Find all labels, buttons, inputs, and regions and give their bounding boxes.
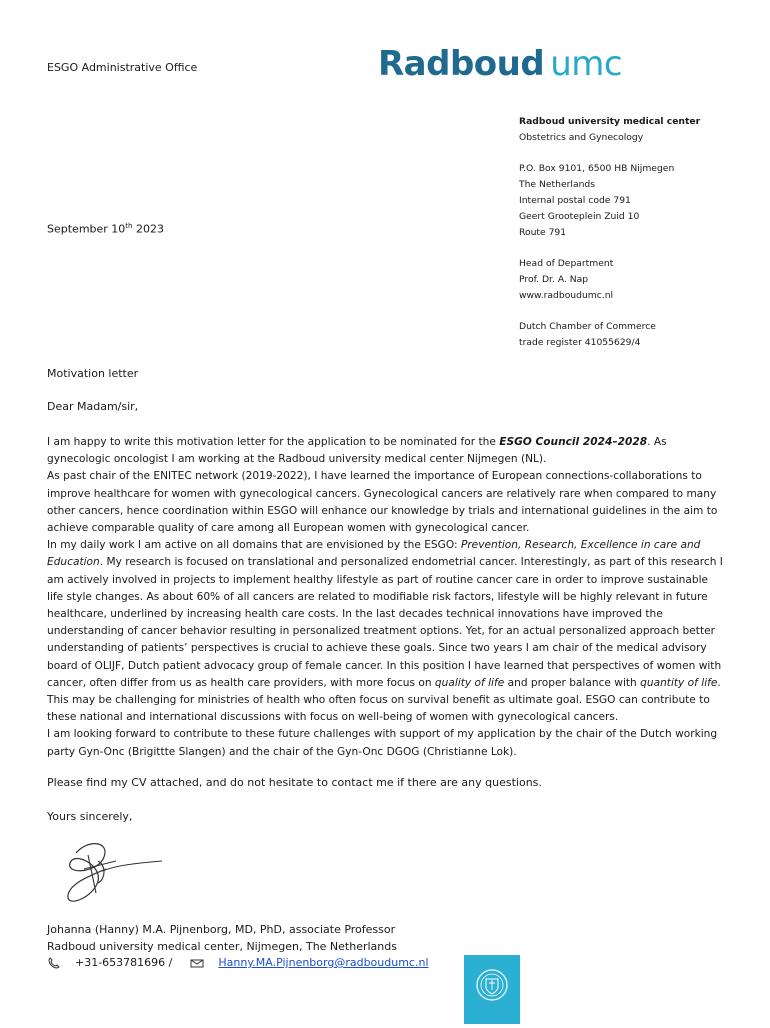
paragraph: I am happy to write this motivation letter for the application to be nominated for the ESGO Council 2024–2028. As gynecologic oncologist I am working at the Radboud university medical center Nijmegen (NL). — [47, 436, 667, 466]
salutation: Dear Madam/sir, — [47, 400, 139, 413]
org-department: Obstetrics and Gynecology — [519, 131, 644, 143]
phone-number: +31-653781696 / — [75, 956, 173, 969]
logo-radboud: Radboud — [378, 44, 545, 84]
subject-line: Motivation letter — [47, 367, 139, 380]
paragraph: I am looking forward to contribute to these future challenges with support of my application by the chair of the Dutch working party Gyn-Onc (Brigittte Slangen) and the chair of the Gyn-Onc DGOG (Christianne Lok). — [47, 728, 718, 758]
head-title: Head of Department — [519, 258, 614, 270]
address-line: P.O. Box 9101, 6500 HB Nijmegen — [519, 163, 675, 175]
letter-body — [47, 434, 727, 761]
contact-line — [47, 956, 429, 969]
paragraph: In my daily work I am active on all domains that are envisioned by the ESGO: Prevention, Research, Excellence in care and Education. My research is focused on translational and personalized endometrial cancer. Interestingly, as part of this research I am actively involved in projects to implement healthy lifestyle as part of routine cancer care in order to improve sustainable life style changes. As about 60% of all cancers are related to modifiable risk factors, lifestyle will be highly relevant in future healthcare, underlined by increasing health care costs. In the last decades technical innovations have improved the understanding of cancer behavior resulting in personalized treatment options. Yet, for an actual personalized approach better understanding of patients’ perspectives is crucial to achieve these goals. Since two years I am chair of the medical advisory board of OLIJF, Dutch patient advocacy group of female cancer. In this position I have learned that perspectives of women with cancer, often differ from us as health care providers, with more focus on quality of life and proper balance with quantity of life. This may be challenging for ministries of health who often focus on survival benefit as ultimate goal. ESGO can contribute to these national and international discussions with focus on well-being of women with gynecological cancers. — [47, 539, 723, 724]
address-line: The Netherlands — [519, 179, 596, 191]
website: www.radboudumc.nl — [519, 289, 614, 301]
email-link[interactable]: Hanny.MA.Pijnenborg@radboudumc.nl — [218, 956, 429, 969]
letter-date: September 10th 2023 — [47, 222, 164, 236]
envelope-icon — [190, 957, 204, 969]
address-line: Route 791 — [519, 226, 567, 238]
org-name: Radboud university medical center — [519, 116, 701, 127]
paragraph: As past chair of the ENITEC network (2019-2022), I have learned the importance of European connections-collaborations to improve healthcare for women with gynecological cancers. Gynecological cancers are relatively rare when compared to many other cancers, hence coordination within ESGO will enhance our knowledge by trials and international guidelines in the aim to achieve comparable quality of care among all European women with gynecological cancer. — [47, 470, 718, 535]
signatory — [47, 922, 397, 955]
radboudumc-logo — [378, 44, 622, 84]
logo-umc: umc — [550, 44, 623, 84]
address-line: Geert Grooteplein Zuid 10 — [519, 210, 640, 222]
signatory-affiliation: Radboud university medical center, Nijmegen, The Netherlands — [47, 939, 397, 953]
signature-image — [58, 835, 168, 915]
closing: Yours sincerely, — [47, 810, 133, 823]
trade-register: trade register 41055629/4 — [519, 337, 641, 349]
radboud-seal-icon — [464, 955, 520, 1024]
head-name: Prof. Dr. A. Nap — [519, 273, 589, 285]
closing-remark: Please find my CV attached, and do not hesitate to contact me if there are any questions. — [47, 776, 542, 789]
signatory-name: Johanna (Hanny) M.A. Pijnenborg, MD, PhD, associate Professor — [47, 923, 396, 936]
chamber-label: Dutch Chamber of Commerce — [519, 321, 656, 333]
phone-icon — [47, 957, 61, 969]
addressee: ESGO Administrative Office — [47, 61, 198, 74]
address-line: Internal postal code 791 — [519, 194, 631, 206]
organization-block — [519, 114, 759, 351]
